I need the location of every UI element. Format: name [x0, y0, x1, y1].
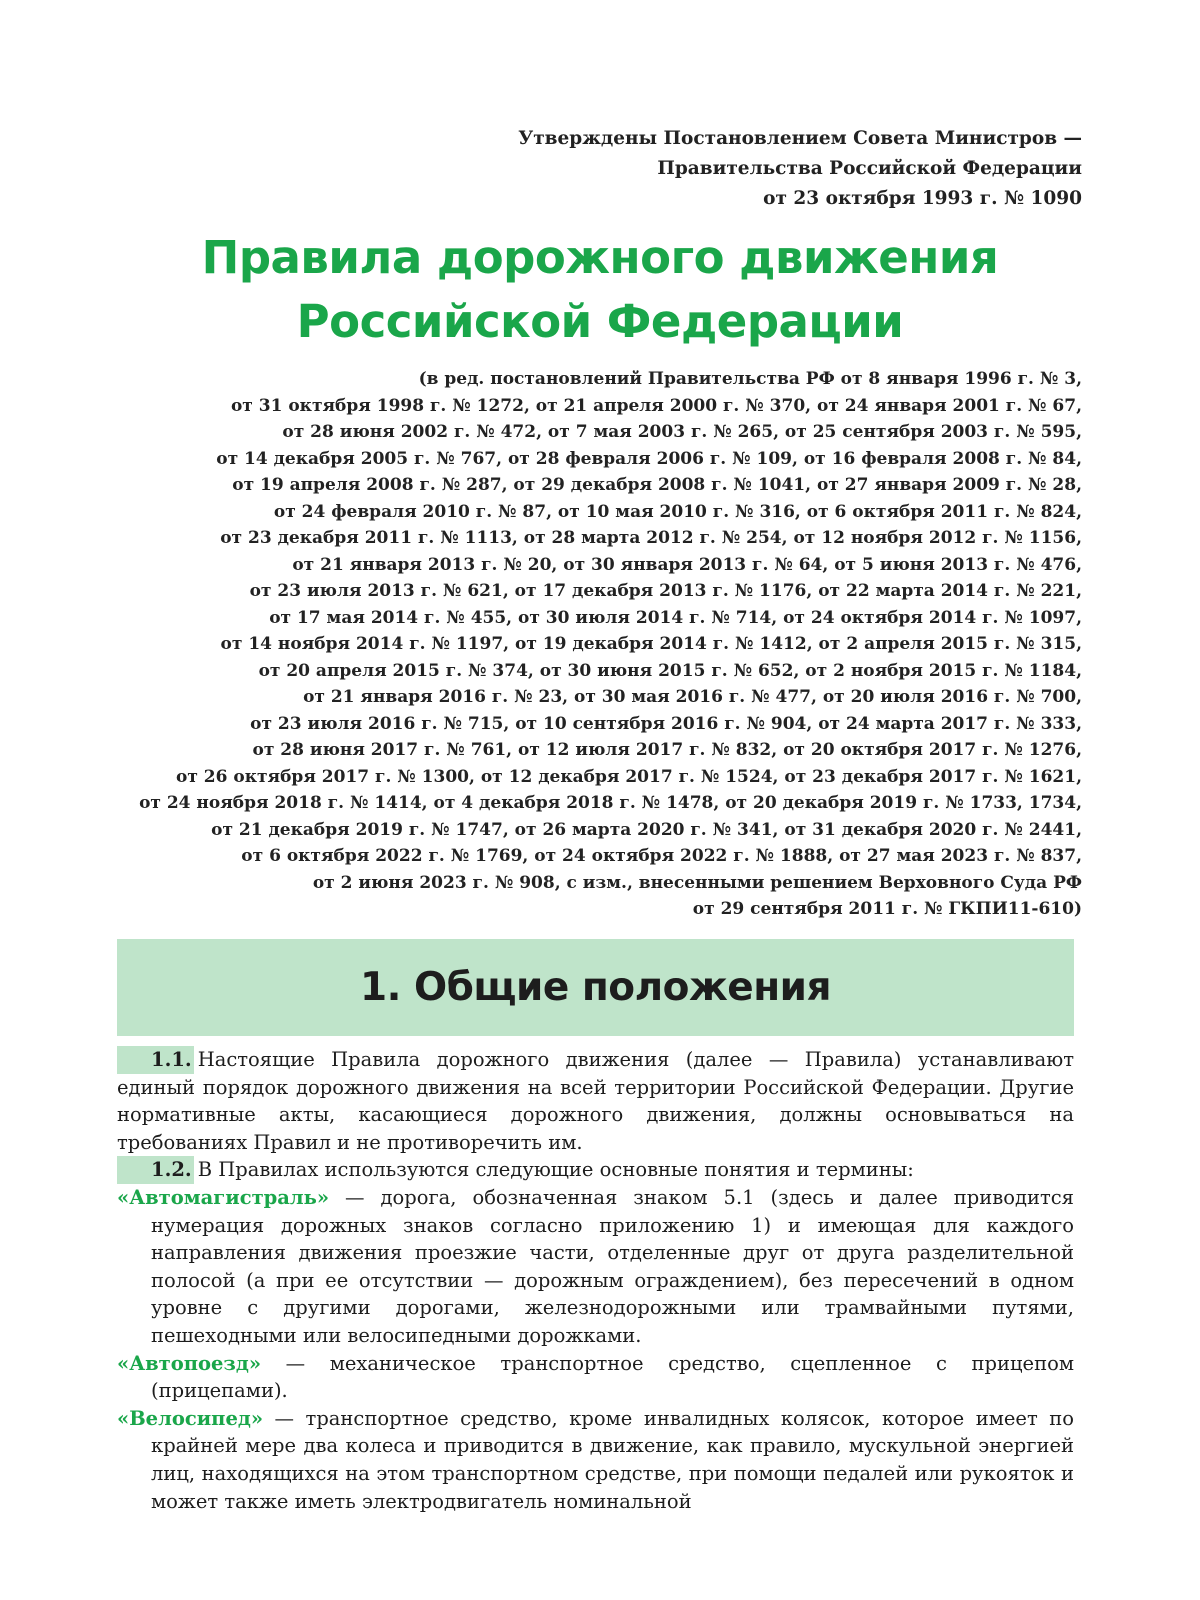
amendment-line: (в ред. постановлений Правительства РФ от 8 января 1996 г. № 3,	[418, 369, 1082, 389]
amendment-line: от 23 июля 2016 г. № 715, от 10 сентября 2016 г. № 904, от 24 марта 2017 г. № 333,	[250, 713, 1082, 734]
clause-text: Настоящие Правила дорожного движения (далее — Правила) устанавливают единый порядок дорожного движения на всей территории Российской Федерации. Другие нормативные акты, касающиеся дорожного движения, должны основываться на требованиях Правил и не противоречить им.	[117, 1048, 1074, 1154]
amendments-list	[82, 366, 1082, 923]
clause-1-2	[117, 1156, 1074, 1184]
amendment-line: от 21 декабря 2019 г. № 1747, от 26 марта 2020 г. № 341, от 31 декабря 2020 г. № 2441,	[211, 819, 1082, 840]
clause-text: В Правилах используются следующие основные понятия и термины:	[197, 1158, 914, 1182]
term-entry	[117, 1350, 1074, 1405]
approval-line: Правительства Российской Федерации	[657, 158, 1082, 179]
amendment-line: от 23 июля 2013 г. № 621, от 17 декабря 2013 г. № 1176, от 22 марта 2014 г. № 221,	[249, 581, 1082, 601]
amendment-line: от 24 февраля 2010 г. № 87, от 10 мая 2010 г. № 316, от 6 октября 2011 г. № 824,	[273, 501, 1082, 522]
clause-number: 1.1.	[117, 1046, 194, 1074]
amendment-line: от 29 сентября 2011 г. № ГКПИ11-610)	[692, 899, 1082, 919]
section-body	[117, 1046, 1074, 1515]
term-definition: — механическое транспортное средство, сцепленное с прицепом (прицепами).	[151, 1351, 1074, 1403]
title-line-2: Российской Федерации	[296, 295, 904, 348]
term-name: «Автомагистраль»	[117, 1185, 330, 1209]
amendment-line: от 24 ноября 2018 г. № 1414, от 4 декабря 2018 г. № 1478, от 20 декабря 2019 г. № 1733, 1734,	[139, 793, 1082, 813]
term-entry	[117, 1405, 1074, 1515]
term-name: «Велосипед»	[117, 1406, 264, 1430]
document-title	[0, 226, 1200, 354]
title-line-1: Правила дорожного движения	[201, 231, 999, 284]
clause-number: 1.2.	[117, 1156, 194, 1184]
section-title: 1. Общие положения	[359, 965, 832, 1010]
amendment-line: от 6 октября 2022 г. № 1769, от 24 октября 2022 г. № 1888, от 27 мая 2023 г. № 837,	[241, 846, 1082, 866]
amendment-line: от 20 апреля 2015 г. № 374, от 30 июня 2015 г. № 652, от 2 ноября 2015 г. № 1184,	[258, 660, 1082, 681]
approval-notice	[382, 124, 1082, 214]
amendment-line: от 17 мая 2014 г. № 455, от 30 июля 2014 г. № 714, от 24 октября 2014 г. № 1097,	[269, 607, 1082, 628]
term-definition: — дорога, обозначенная знаком 5.1 (здесь и далее приводится нумерация дорожных знаков согласно приложению 1) и имеющая для каждого направления движения проезжие части, отделенные друг от друга разделительной полосой (а при ее отсутствии — дорожным ограждением), без пересечений в одном уровне с другими дорогами, железнодорожными или трамвайными путями, пешеходными или велосипедными дорожками.	[151, 1185, 1074, 1347]
term-entry	[117, 1184, 1074, 1350]
amendment-line: от 19 апреля 2008 г. № 287, от 29 декабря 2008 г. № 1041, от 27 января 2009 г. № 28,	[232, 475, 1082, 495]
amendment-line: от 26 октября 2017 г. № 1300, от 12 декабря 2017 г. № 1524, от 23 декабря 2017 г. № 1621,	[176, 766, 1082, 787]
amendment-line: от 31 октября 1998 г. № 1272, от 21 апреля 2000 г. № 370, от 24 января 2001 г. № 67,	[230, 395, 1082, 416]
amendment-line: от 21 января 2013 г. № 20, от 30 января 2013 г. № 64, от 5 июня 2013 г. № 476,	[292, 554, 1082, 575]
amendment-line: от 28 июня 2002 г. № 472, от 7 мая 2003 г. № 265, от 25 сентября 2003 г. № 595,	[282, 422, 1082, 442]
term-definition: — транспортное средство, кроме инвалидных колясок, которое имеет по крайней мере два колеса и приводится в движение, как правило, мускульной энергией лиц, находящихся на этом транспортном средстве, при помощи педалей или рукояток и может также иметь электродвигатель номинальной	[151, 1406, 1074, 1513]
amendment-line: от 28 июня 2017 г. № 761, от 12 июля 2017 г. № 832, от 20 октября 2017 г. № 1276,	[252, 740, 1082, 760]
amendment-line: от 14 ноября 2014 г. № 1197, от 19 декабря 2014 г. № 1412, от 2 апреля 2015 г. № 315,	[220, 634, 1082, 654]
approval-line: Утверждены Постановлением Совета Министров —	[518, 128, 1082, 149]
amendment-line: от 2 июня 2023 г. № 908, с изм., внесенными решением Верховного Суда РФ	[312, 872, 1082, 893]
term-name: «Автопоезд»	[117, 1351, 262, 1375]
section-header-bar	[117, 939, 1074, 1036]
approval-line: от 23 октября 1993 г. № 1090	[763, 188, 1082, 209]
amendment-line: от 14 декабря 2005 г. № 767, от 28 февраля 2006 г. № 109, от 16 февраля 2008 г. № 84,	[216, 448, 1082, 469]
clause-1-1	[117, 1046, 1074, 1156]
amendment-line: от 21 января 2016 г. № 23, от 30 мая 2016 г. № 477, от 20 июля 2016 г. № 700,	[303, 687, 1082, 707]
amendment-line: от 23 декабря 2011 г. № 1113, от 28 марта 2012 г. № 254, от 12 ноября 2012 г. № 1156,	[220, 528, 1082, 548]
